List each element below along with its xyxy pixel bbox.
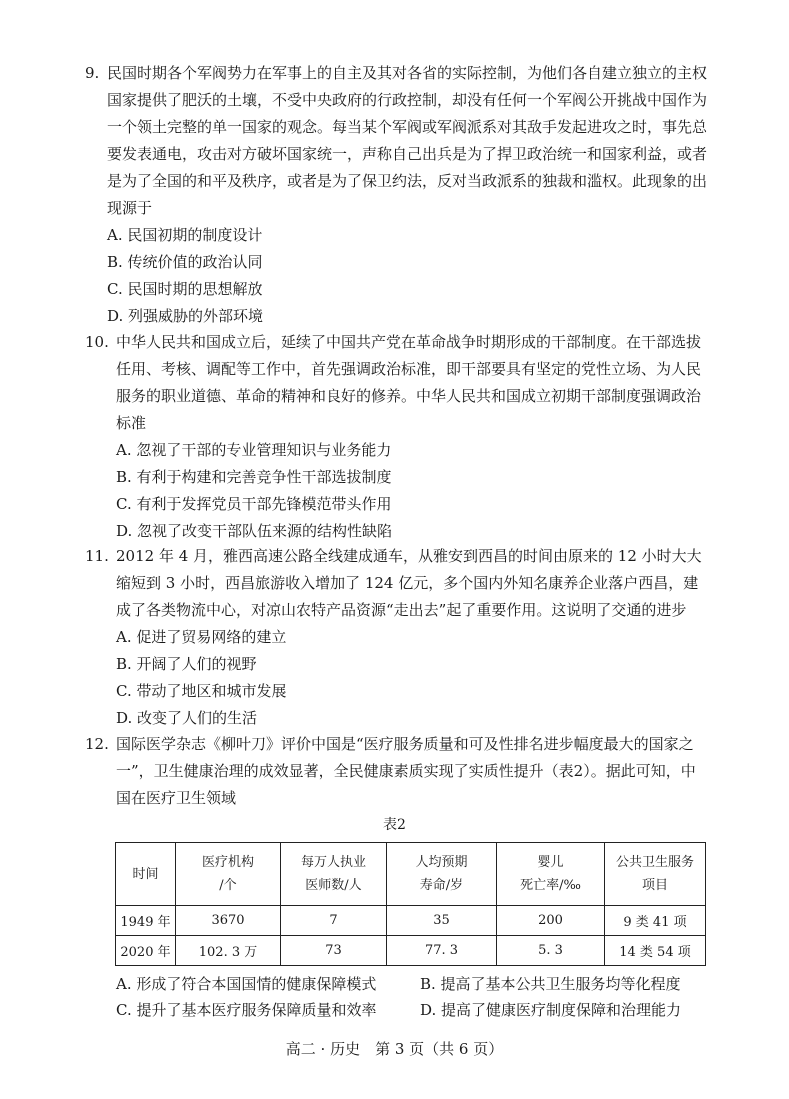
- table-cell: 5. 3: [497, 936, 605, 966]
- table-cell: 14 类 54 项: [605, 936, 706, 966]
- header-label: 婴儿: [537, 855, 564, 870]
- option-c: C. 带动了地区和城市发展: [116, 682, 287, 700]
- header-unit: /个: [219, 878, 237, 893]
- header-unit: 死亡率/‰: [520, 878, 581, 893]
- header-unit: 寿命/岁: [419, 878, 464, 893]
- question-stem: 国际医学杂志《柳叶刀》评价中国是“医疗服务质量和可及性排名进步幅度最大的国家之一”，卫生健康治理的成效显著，全民健康素质实现了实质性提升（表2）。据此可知，中国在医疗卫生领域: [116, 735, 696, 807]
- table-cell: 102. 3 万: [176, 936, 281, 966]
- table-header-row: [116, 843, 706, 906]
- option-d: D. 改变了人们的生活: [116, 709, 258, 727]
- table-row: [116, 906, 706, 936]
- option-c: C. 提升了基本医疗服务保障质量和效率: [116, 1001, 377, 1019]
- table-cell: 9 类 41 项: [605, 906, 706, 936]
- header-label: 医疗机构: [201, 855, 254, 870]
- header-cell: [387, 843, 497, 906]
- option-a: A. 忽视了干部的专业管理知识与业务能力: [116, 441, 392, 459]
- header-label: 人均预期: [415, 855, 468, 870]
- table-cell: 73: [281, 936, 387, 966]
- table-caption: 表2: [383, 817, 406, 833]
- table-cell: 3670: [176, 906, 281, 936]
- header-cell: [605, 843, 706, 906]
- question-number: 12.: [85, 735, 109, 753]
- question-stem: 民国时期各个军阀势力在军事上的自主及其对各省的实际控制，为他们各自建立独立的主权国家提供了肥沃的土壤，不受中央政府的行政控制，却没有任何一个军阀公开挑战中国作为一个领土完整的单一国家的观念。每当某个军阀或军阀派系对其敌手发起进攻之时，事先总要发表通电，攻击对方破坏国家统一，声称自己出兵是为了捍卫政治统一和国家利益，或者是为了全国的和平及秩序，或者是为了保卫约法，反对当政派系的独裁和滥权。此现象的出现源于: [107, 64, 708, 217]
- table-cell: 1949 年: [116, 906, 176, 936]
- question-number: 9.: [85, 64, 100, 82]
- option-b: B. 提高了基本公共卫生服务均等化程度: [420, 975, 681, 993]
- table-row: [116, 936, 706, 966]
- header-unit: 医师数/人: [305, 878, 362, 893]
- header-label: 时间: [132, 866, 159, 882]
- option-b: B. 传统价值的政治认同: [107, 253, 263, 271]
- question-number: 10.: [85, 333, 109, 351]
- table-cell: 200: [497, 906, 605, 936]
- option-d: D. 提高了健康医疗制度保障和治理能力: [420, 1001, 682, 1019]
- header-label: 公共卫生服务: [615, 855, 694, 870]
- option-c: C. 有利于发挥党员干部先锋模范带头作用: [116, 495, 392, 513]
- table-cell: 35: [387, 906, 497, 936]
- header-cell: [497, 843, 605, 906]
- header-cell: [176, 843, 281, 906]
- header-unit: 项目: [641, 878, 668, 893]
- option-b: B. 开阔了人们的视野: [116, 655, 257, 673]
- header-label: 每万人执业: [300, 855, 366, 870]
- page-footer: 高二 · 历史 第 3 页（共 6 页）: [285, 1040, 504, 1058]
- option-a: A. 民国初期的制度设计: [107, 226, 263, 244]
- option-d: D. 忽视了改变干部队伍来源的结构性缺陷: [116, 522, 393, 540]
- header-cell: [116, 843, 176, 906]
- header-cell: [281, 843, 387, 906]
- option-a: A. 促进了贸易网络的建立: [116, 628, 287, 646]
- option-a: A. 形成了符合本国国情的健康保障模式: [116, 975, 377, 993]
- option-d: D. 列强威胁的外部环境: [107, 307, 264, 325]
- option-c: C. 民国时期的思想解放: [107, 280, 263, 298]
- data-table: [115, 842, 706, 966]
- question-stem: 2012 年 4 月，雅西高速公路全线建成通车，从雅安到西昌的时间由原来的 12 小时大大缩短到 3 小时，西昌旅游收入增加了 124 亿元，多个国内外知名康养企业落户西昌，建成了各类物流中心，对凉山农特产品资源“走出去”起了重要作用。这说明了交通的进步: [116, 547, 702, 619]
- question-number: 11.: [85, 547, 109, 565]
- table-cell: 2020 年: [116, 936, 176, 966]
- table-cell: 7: [281, 906, 387, 936]
- question-stem: 中华人民共和国成立后，延续了中国共产党在革命战争时期形成的干部制度。在干部选拔任用、考核、调配等工作中，首先强调政治标准，即干部要具有坚定的党性立场、为人民服务的职业道德、革命的精神和良好的修养。中华人民共和国成立初期干部制度强调政治标准: [116, 333, 702, 432]
- option-b: B. 有利于构建和完善竞争性干部选拔制度: [116, 468, 392, 486]
- table-cell: 77. 3: [387, 936, 497, 966]
